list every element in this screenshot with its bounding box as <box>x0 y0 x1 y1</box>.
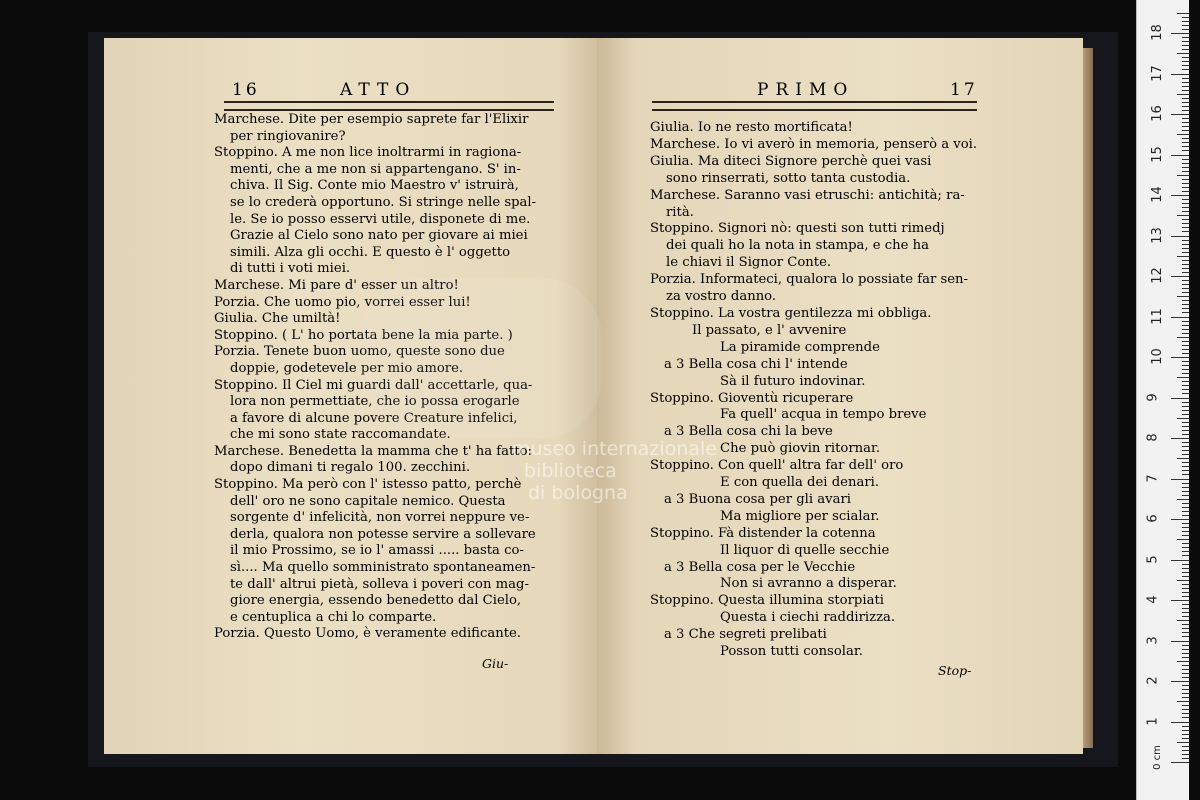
ruler-tick <box>1182 515 1189 516</box>
ruler-tick <box>1182 171 1189 172</box>
ruler-tick <box>1182 726 1189 727</box>
ruler-tick <box>1182 645 1189 646</box>
text-line: Stoppino. Il Ciel mi guardi dall' accettarle, qua- <box>214 377 533 393</box>
ruler-tick <box>1182 389 1189 390</box>
text-line: te dall' altrui pietà, solleva i poveri con mag- <box>230 576 529 592</box>
ruler-tick <box>1177 539 1189 540</box>
ruler-tick <box>1182 106 1189 107</box>
ruler-tick <box>1182 179 1189 180</box>
ruler-tick <box>1182 709 1189 710</box>
text-line: Porzia. Che uomo pio, vorrei esser lui! <box>214 294 471 310</box>
text-line: Stoppino. Con quell' altra far dell' oro <box>650 458 904 474</box>
ruler-tick <box>1177 661 1189 662</box>
ruler-tick <box>1182 653 1189 654</box>
text-line: Non si avranno a disperar. <box>720 576 897 592</box>
ruler-tick <box>1182 292 1189 293</box>
ruler-tick <box>1182 159 1189 160</box>
text-line: a 3 Bella cosa chi l' intende <box>664 356 848 372</box>
ruler-tick <box>1182 264 1189 265</box>
text-line: chiva. Il Sig. Conte mio Maestro v' istruirà, <box>230 178 519 194</box>
ruler-tick <box>1182 284 1189 285</box>
ruler-number: 12 <box>1149 267 1165 284</box>
text-line: Stoppino. A me non lice inoltrarmi in ragiona- <box>214 145 522 161</box>
ruler-tick <box>1182 321 1189 322</box>
ruler-tick <box>1182 523 1189 524</box>
text-line: Il passato, e l' avvenire <box>692 322 847 338</box>
ruler-tick <box>1182 211 1189 212</box>
ruler-number: 8 <box>1145 433 1161 442</box>
ruler-number: 11 <box>1149 307 1165 325</box>
ruler-tick <box>1182 90 1189 91</box>
ruler-tick <box>1182 207 1189 208</box>
text-line: a favore di alcune povere Creature infelici, <box>230 410 518 426</box>
ruler-tick <box>1182 381 1189 382</box>
ruler-tick <box>1182 37 1189 38</box>
ruler-tick <box>1182 434 1189 435</box>
ruler-number: 16 <box>1149 105 1165 122</box>
ruler-number: 6 <box>1145 514 1161 523</box>
right-header-rule <box>652 101 977 111</box>
text-line: dopo dimani ti regalo 100. zecchini. <box>230 460 471 476</box>
measurement-ruler <box>1136 0 1189 800</box>
ruler-tick <box>1182 126 1189 127</box>
ruler-tick <box>1182 227 1189 228</box>
ruler-number: 5 <box>1145 554 1161 564</box>
text-line: Fa quell' acqua in tempo breve <box>720 407 927 423</box>
ruler-tick <box>1182 304 1189 305</box>
ruler-tick <box>1182 29 1189 30</box>
ruler-tick <box>1177 256 1189 257</box>
text-line: sì.... Ma quello somministrato spontaneamen- <box>230 560 536 576</box>
text-line: Giulia. Io ne resto mortificata! <box>650 120 853 135</box>
ruler-tick <box>1177 13 1189 14</box>
text-line: Questa i ciechi raddirizza. <box>720 610 896 626</box>
ruler-tick <box>1182 446 1189 447</box>
watermark-line-3: di bologna <box>528 482 628 504</box>
text-line: Ma migliore per scialar. <box>720 508 880 524</box>
ruler-tick <box>1171 762 1189 763</box>
ruler-tick <box>1171 114 1189 115</box>
ruler-tick <box>1182 572 1189 573</box>
ruler-tick <box>1182 187 1189 188</box>
ruler-tick <box>1182 167 1189 168</box>
ruler-tick <box>1182 82 1189 83</box>
ruler-tick <box>1182 483 1189 484</box>
ruler-tick <box>1171 236 1189 237</box>
ruler-tick <box>1177 377 1189 378</box>
ruler-tick <box>1182 547 1189 548</box>
ruler-tick <box>1177 175 1189 176</box>
ruler-tick <box>1182 329 1189 330</box>
ruler-tick <box>1171 276 1189 277</box>
ruler-tick <box>1182 240 1189 241</box>
ruler-tick <box>1182 677 1189 678</box>
text-line: giore energia, essendo benedetto dal Cielo, <box>230 593 522 609</box>
ruler-tick <box>1182 150 1189 151</box>
ruler-tick <box>1177 215 1189 216</box>
ruler-tick <box>1182 697 1189 698</box>
text-line: Stoppino. Ma però con l' istesso patto, perchè <box>214 477 522 493</box>
text-line: a 3 Bella cosa per le Vecchie <box>664 559 856 575</box>
ruler-tick <box>1182 252 1189 253</box>
ruler-tick <box>1182 576 1189 577</box>
text-line: Grazie al Cielo sono nato per giovare ai miei <box>230 228 528 244</box>
text-line: Stoppino. ( L' ho portata bene la mia parte. ) <box>214 327 513 343</box>
ruler-number: 9 <box>1145 392 1161 402</box>
right-page-text <box>650 120 985 661</box>
text-line: Stoppino. Fà distender la cotenna <box>650 525 876 541</box>
ruler-tick <box>1171 398 1189 399</box>
text-line: sorgente d' infelicità, non vorrei neppure ve- <box>230 510 530 526</box>
ruler-tick <box>1182 385 1189 386</box>
ruler-tick <box>1182 248 1189 249</box>
ruler-tick <box>1182 369 1189 370</box>
ruler-tick <box>1182 758 1189 759</box>
ruler-tick <box>1182 244 1189 245</box>
ruler-tick <box>1182 624 1189 625</box>
text-line: lora non permettiate, che io possa erogarle <box>230 394 520 410</box>
ruler-number: 1 <box>1145 716 1161 726</box>
page-edges <box>1083 48 1093 748</box>
text-line: le. Se io posso esservi utile, disponete di me. <box>230 211 531 227</box>
ruler-tick <box>1182 86 1189 87</box>
text-line: le chiavi il Signor Conte. <box>666 255 832 271</box>
ruler-tick <box>1182 689 1189 690</box>
ruler-tick <box>1182 183 1189 184</box>
ruler-tick <box>1182 373 1189 374</box>
ruler-tick <box>1182 130 1189 131</box>
ruler-number: 10 <box>1149 348 1165 365</box>
ruler-tick <box>1182 138 1189 139</box>
ruler-tick <box>1177 296 1189 297</box>
ruler-number: 17 <box>1149 64 1165 82</box>
ruler-number: 13 <box>1149 226 1165 244</box>
ruler-tick <box>1182 535 1189 536</box>
ruler-tick <box>1182 454 1189 455</box>
ruler-tick <box>1182 260 1189 261</box>
ruler-tick <box>1182 632 1189 633</box>
ruler-tick <box>1182 308 1189 309</box>
text-line: Stoppino. Gioventù ricuperare <box>650 390 854 406</box>
text-line: rità. <box>666 204 694 220</box>
ruler-tick <box>1182 555 1189 556</box>
ruler-tick <box>1177 94 1189 95</box>
ruler-tick <box>1171 600 1189 601</box>
ruler-unit-label: 0 cm <box>1151 745 1163 770</box>
ruler-tick <box>1171 357 1189 358</box>
ruler-tick <box>1182 750 1189 751</box>
ruler-tick <box>1182 219 1189 220</box>
ruler-tick <box>1182 312 1189 313</box>
text-line: a 3 Buona cosa per gli avari <box>664 491 851 507</box>
ruler-tick <box>1182 57 1189 58</box>
ruler-tick <box>1182 78 1189 79</box>
ruler-tick <box>1182 430 1189 431</box>
ruler-tick <box>1182 300 1189 301</box>
ruler-tick <box>1182 333 1189 334</box>
text-line: menti, che a me non si appartengano. S' in- <box>230 161 521 177</box>
ruler-tick <box>1182 288 1189 289</box>
text-line: Marchese. Saranno vasi etruschi: antichità; ra- <box>650 187 965 203</box>
ruler-tick <box>1182 341 1189 342</box>
text-line: Stoppino. La vostra gentilezza mi obbliga. <box>650 305 932 321</box>
text-line: derla, qualora non potesse servire a sollevare <box>230 526 536 542</box>
ruler-tick <box>1182 673 1189 674</box>
text-line: E con quella dei denari. <box>720 475 880 491</box>
ruler-tick <box>1182 199 1189 200</box>
ruler-tick <box>1182 738 1189 739</box>
ruler-tick <box>1182 616 1189 617</box>
text-line: Stoppino. Questa illumina storpiati <box>650 593 884 609</box>
ruler-tick <box>1182 98 1189 99</box>
ruler-tick <box>1182 511 1189 512</box>
ruler-tick <box>1182 657 1189 658</box>
left-catchword: Giu- <box>482 656 509 671</box>
text-line: che mi sono state raccomandate. <box>230 427 451 443</box>
text-line: a 3 Bella cosa chi la beve <box>664 424 833 440</box>
text-line: Sà il futuro indovinar. <box>720 373 866 389</box>
ruler-tick <box>1182 325 1189 326</box>
ruler-tick <box>1182 754 1189 755</box>
ruler-tick <box>1182 507 1189 508</box>
ruler-tick <box>1177 580 1189 581</box>
text-line: Giulia. Ma diteci Signore perchè quei vasi <box>650 153 932 169</box>
left-running-head: ATTO <box>340 80 417 100</box>
ruler-tick <box>1182 474 1189 475</box>
ruler-tick <box>1182 450 1189 451</box>
ruler-tick <box>1182 608 1189 609</box>
ruler-tick <box>1182 568 1189 569</box>
right-running-head: PRIMO <box>757 80 855 100</box>
ruler-tick <box>1182 543 1189 544</box>
text-line: dell' oro ne sono capitale nemico. Questa <box>230 493 506 509</box>
left-header-rule <box>224 101 554 111</box>
ruler-tick <box>1171 681 1189 682</box>
ruler-number: 18 <box>1149 24 1165 41</box>
ruler-tick <box>1171 519 1189 520</box>
ruler-tick <box>1177 53 1189 54</box>
ruler-tick <box>1171 195 1189 196</box>
ruler-tick <box>1171 317 1189 318</box>
right-page-number: 17 <box>950 80 978 100</box>
ruler-tick <box>1182 25 1189 26</box>
ruler-tick <box>1177 620 1189 621</box>
ruler-tick <box>1182 191 1189 192</box>
ruler-tick <box>1182 588 1189 589</box>
ruler-tick <box>1182 734 1189 735</box>
text-line: Il liquor di quelle secchie <box>720 542 890 558</box>
ruler-tick <box>1182 69 1189 70</box>
ruler-tick <box>1182 612 1189 613</box>
ruler-tick <box>1177 701 1189 702</box>
ruler-tick <box>1182 146 1189 147</box>
ruler-tick <box>1182 685 1189 686</box>
ruler-tick <box>1182 705 1189 706</box>
ruler-number: 15 <box>1149 145 1165 163</box>
ruler-tick <box>1182 122 1189 123</box>
ruler-tick <box>1177 337 1189 338</box>
text-line: Che può giovin ritornar. <box>720 441 881 457</box>
ruler-tick <box>1182 596 1189 597</box>
ruler-tick <box>1182 669 1189 670</box>
ruler-tick <box>1182 462 1189 463</box>
ruler-tick <box>1177 742 1189 743</box>
ruler-tick <box>1182 746 1189 747</box>
text-line: se lo crederà opportuno. Si stringe nelle spal- <box>230 194 537 210</box>
ruler-tick <box>1182 527 1189 528</box>
right-catchword: Stop- <box>938 663 972 678</box>
ruler-tick <box>1171 438 1189 439</box>
text-line: Porzia. Tenete buon uomo, queste sono due <box>214 344 505 360</box>
ruler-tick <box>1182 730 1189 731</box>
ruler-tick <box>1182 487 1189 488</box>
ruler-tick <box>1182 649 1189 650</box>
text-line: Marchese. Dite per esempio saprete far l'Elixir <box>214 112 529 127</box>
ruler-tick <box>1177 499 1189 500</box>
ruler-tick <box>1182 604 1189 605</box>
ruler-tick <box>1182 693 1189 694</box>
watermark-logo-icon <box>362 278 602 438</box>
ruler-tick <box>1182 21 1189 22</box>
text-line: di tutti i voti miei. <box>230 261 351 277</box>
ruler-tick <box>1171 479 1189 480</box>
ruler-tick <box>1182 203 1189 204</box>
ruler-tick <box>1182 272 1189 273</box>
ruler-tick <box>1182 17 1189 18</box>
ruler-tick <box>1182 466 1189 467</box>
ruler-tick <box>1182 665 1189 666</box>
ruler-tick <box>1171 74 1189 75</box>
ruler-tick <box>1182 422 1189 423</box>
ruler-number: 2 <box>1145 676 1161 685</box>
ruler-tick <box>1182 163 1189 164</box>
library-watermark <box>512 438 717 504</box>
ruler-tick <box>1182 406 1189 407</box>
text-line: a 3 Che segreti prelibati <box>664 627 827 643</box>
ruler-tick <box>1182 628 1189 629</box>
text-line: doppie, godetevele per mio amore. <box>230 360 464 376</box>
ruler-tick <box>1182 61 1189 62</box>
watermark-line-1: museo internazionale <box>512 438 717 460</box>
ruler-tick <box>1182 118 1189 119</box>
ruler-tick <box>1182 268 1189 269</box>
text-line: e centuplica a chi lo comparte. <box>230 609 437 625</box>
ruler-tick <box>1182 353 1189 354</box>
ruler-tick <box>1182 717 1189 718</box>
text-line: za vostro danno. <box>666 289 777 305</box>
text-line: dei quali ho la nota in stampa, e che ha <box>666 238 930 254</box>
ruler-tick <box>1182 564 1189 565</box>
text-line: Marchese. Io vi averò in memoria, penserò a voi. <box>650 136 978 152</box>
ruler-tick <box>1171 722 1189 723</box>
ruler-tick <box>1182 503 1189 504</box>
ruler-tick <box>1182 280 1189 281</box>
ruler-tick <box>1171 641 1189 642</box>
ruler-tick <box>1182 442 1189 443</box>
ruler-tick <box>1182 414 1189 415</box>
text-line: La piramide comprende <box>720 339 880 355</box>
text-line: sono rinserrati, sotto tanta custodia. <box>666 170 911 186</box>
text-line: simili. Alza gli occhi. E questo è l' oggetto <box>230 244 511 260</box>
ruler-number: 4 <box>1145 595 1161 604</box>
text-line: per ringiovanire? <box>230 128 346 144</box>
ruler-tick <box>1182 49 1189 50</box>
ruler-tick <box>1182 636 1189 637</box>
ruler-tick <box>1182 110 1189 111</box>
ruler-tick <box>1182 231 1189 232</box>
ruler-tick <box>1182 713 1189 714</box>
text-line: Marchese. Benedetta la mamma che t' ha fatto: <box>214 443 532 459</box>
text-line: Giulia. Che umiltà! <box>214 311 341 327</box>
ruler-number: 7 <box>1145 473 1161 483</box>
ruler-tick <box>1182 223 1189 224</box>
text-line: Posson tutti consolar. <box>720 644 863 660</box>
ruler-tick <box>1182 345 1189 346</box>
text-line: Porzia. Questo Uomo, è veramente edificante. <box>214 626 521 642</box>
ruler-tick <box>1182 142 1189 143</box>
text-line: Marchese. Mi pare d' esser un altro! <box>214 277 459 293</box>
ruler-tick <box>1177 418 1189 419</box>
ruler-tick <box>1177 458 1189 459</box>
ruler-tick <box>1182 102 1189 103</box>
ruler-tick <box>1182 65 1189 66</box>
text-line: Stoppino. Signori nò: questi son tutti rimedj <box>650 221 945 237</box>
ruler-tick <box>1171 155 1189 156</box>
ruler-tick <box>1182 584 1189 585</box>
ruler-tick <box>1171 33 1189 34</box>
ruler-tick <box>1182 361 1189 362</box>
ruler-number: 3 <box>1145 635 1161 645</box>
ruler-tick <box>1182 495 1189 496</box>
ruler-tick <box>1182 531 1189 532</box>
ruler-tick <box>1182 491 1189 492</box>
ruler-tick <box>1182 393 1189 394</box>
ruler-tick <box>1182 349 1189 350</box>
ruler-tick <box>1182 410 1189 411</box>
ruler-tick <box>1182 470 1189 471</box>
text-line: Porzia. Informateci, qualora lo possiate far sen- <box>650 272 968 288</box>
ruler-tick <box>1182 45 1189 46</box>
ruler-tick <box>1182 551 1189 552</box>
text-line: il mio Prossimo, se io l' amassi ..... basta co- <box>230 543 524 559</box>
watermark-line-2: biblioteca <box>524 460 617 482</box>
ruler-tick <box>1182 592 1189 593</box>
ruler-number: 14 <box>1149 186 1165 203</box>
ruler-tick <box>1182 402 1189 403</box>
ruler-tick <box>1182 41 1189 42</box>
left-page-number: 16 <box>232 80 260 100</box>
ruler-tick <box>1182 365 1189 366</box>
ruler-tick <box>1182 426 1189 427</box>
ruler-tick <box>1171 560 1189 561</box>
ruler-tick <box>1177 134 1189 135</box>
